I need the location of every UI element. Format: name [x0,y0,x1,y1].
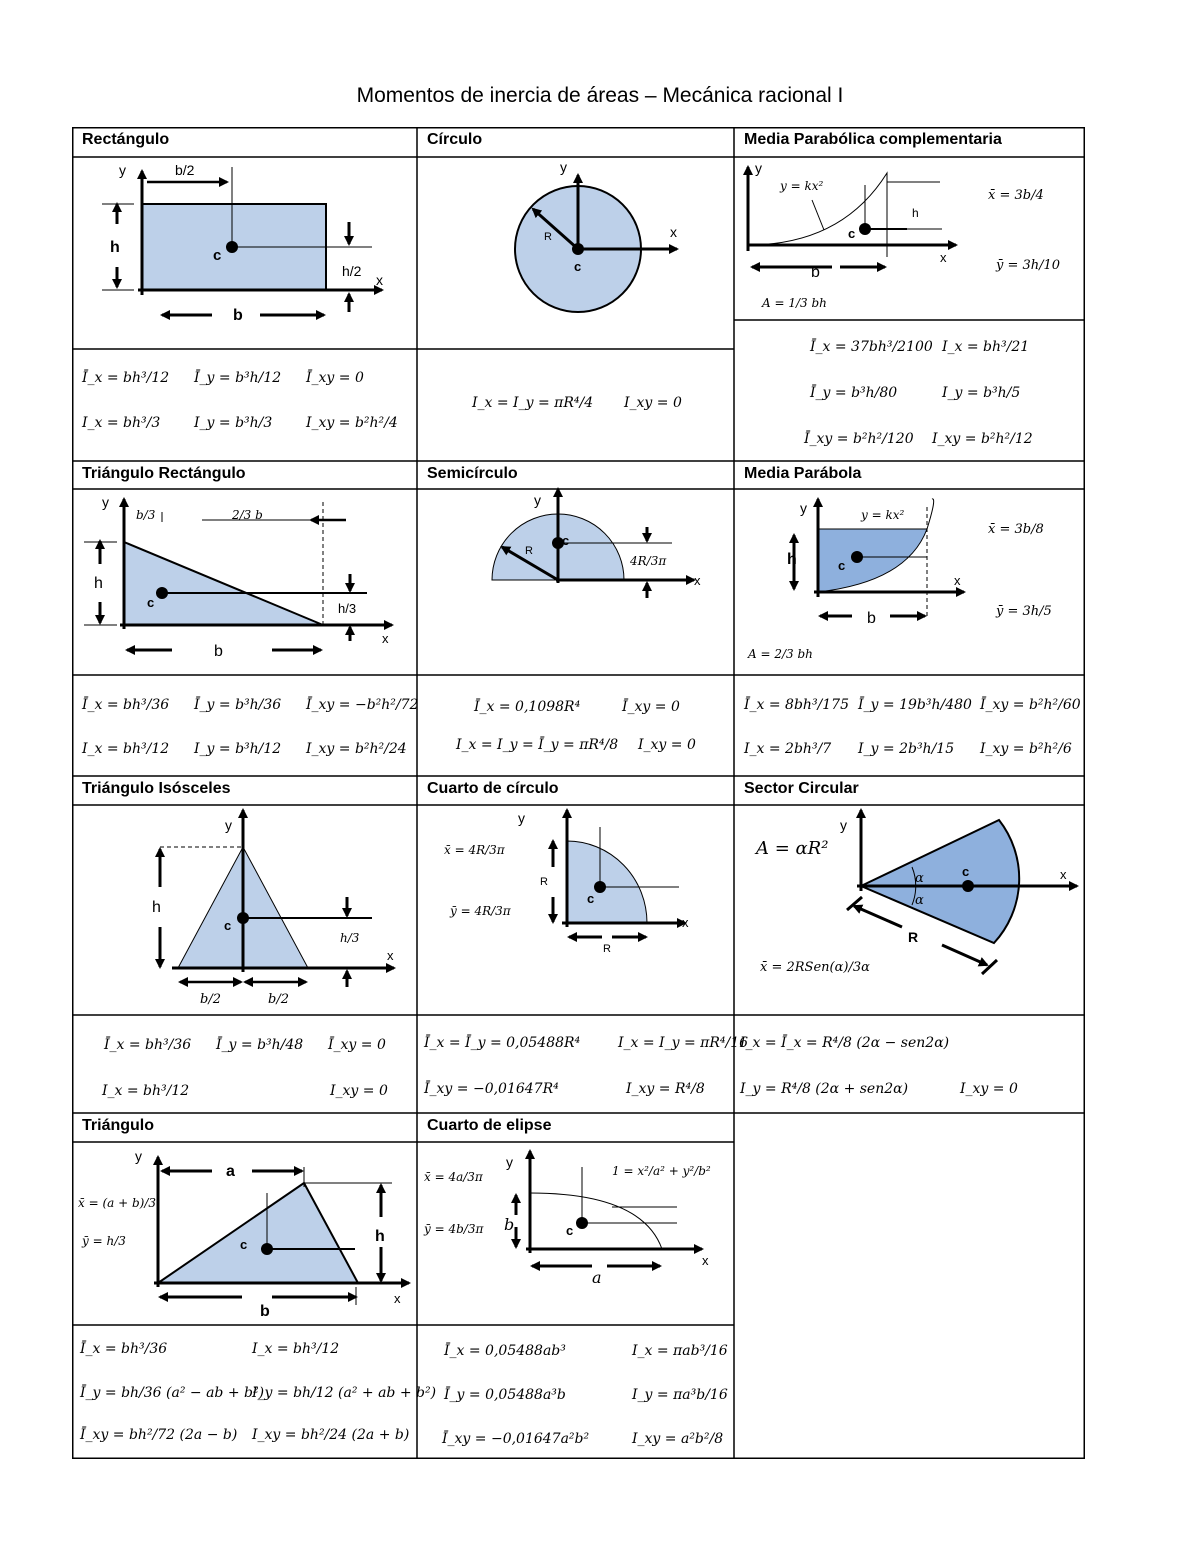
label-x: x [682,915,689,930]
formula-tri-ix: I_x = bh³/12 [252,1341,340,1357]
formula-trirect-iy: I_y = b³h/12 [194,741,282,757]
label-c: c [848,226,856,241]
formula-qc-ix-bar: Ī_x = Ī_y = 0,05488R⁴ [424,1035,581,1051]
formula-sc-ixy: I_xy = 0 [960,1081,1018,1097]
label-y: y [518,810,525,826]
formula-tri-iy-bar: Ī_y = bh/36 (a² − ab + b²) [80,1385,265,1401]
label-ybar: ȳ = 3h/5 [996,604,1052,619]
label-b2: b/2 [175,162,195,178]
label-b: b [504,1215,515,1234]
label-R2: R [603,943,611,955]
formula-iso-ixy-bar: Ī_xy = 0 [328,1037,386,1053]
label-y: y [755,160,762,176]
label-R: R [525,545,533,557]
label-y: y [840,817,847,833]
label-area: A = αR² [756,838,829,859]
label-area: A = 2/3 bh [748,647,813,661]
label-y: y [225,817,232,833]
formula-tri-ix-bar: Ī_x = bh³/36 [80,1341,168,1357]
formula-tri-ixy-bar: Ī_xy = bh²/72 (2a − b) [80,1427,238,1443]
formula-mp-ix: I_x = 2bh³/7 [744,741,832,757]
label-xbar: x̄ = 3b/4 [988,188,1044,203]
label-h: h [912,206,919,220]
fig-media-parabolica-comp [748,160,1060,310]
formula-semi-ix: I_x = I_y = Ī_y = πR⁴/8 [456,737,619,753]
label-h: h [94,575,103,592]
label-x: x [1060,867,1067,882]
formula-circ-ixy-eq: I_x = I_y = πR⁴/4 [472,395,594,411]
header-circulo: Círculo [427,131,483,148]
formula-trirect-ixy-bar: Ī_xy = −b²h²/72 [306,697,419,713]
formula-mp-iy: I_y = 2b³h/15 [858,741,955,757]
label-x: x [387,948,394,963]
label-y: y [560,159,567,175]
label-c: c [587,891,595,906]
label-h: h [110,239,120,256]
label-xbar: x̄ = 3b/8 [988,522,1044,537]
label-x: x [670,224,677,240]
formula-trirect-ixy: I_xy = b²h²/24 [306,741,407,757]
label-h: h [152,899,161,916]
label-R: R [908,929,919,945]
fig-cuarto-elipse [423,1151,711,1287]
label-c: c [224,918,232,933]
label-x: x [382,631,389,646]
fig-triangulo-isosceles [152,810,394,1007]
formula-semi-ix-bar: Ī_x = 0,1098R⁴ [474,699,581,715]
label-xbar: x̄ = 4R/3π [444,843,505,857]
fig-rectangulo [102,162,383,324]
label-b: b [867,610,876,627]
formula-trirect-iy-bar: Ī_y = b³h/36 [194,697,282,713]
label-x: x [940,250,947,265]
header-media-parabola: Media Parábola [744,465,862,482]
label-y: y [135,1148,142,1164]
formula-mpc-ix-bar: Ī_x = 37bh³/2100 [810,339,933,355]
formula-iso-iy-bar: Ī_y = b³h/48 [216,1037,304,1053]
formula-qe-ixy: I_xy = a²b²/8 [632,1431,724,1447]
label-y: y [102,494,109,510]
label-x: x [694,573,701,588]
fig-media-parabola [747,499,1052,661]
label-y: y [534,492,541,508]
label-c: c [213,247,222,264]
fig-triangulo [78,1148,409,1320]
formula-trirect-ix: I_x = bh³/12 [82,741,170,757]
label-h2: h/2 [342,263,362,279]
formula-tri-ixy: I_xy = bh²/24 (2a + b) [252,1427,410,1443]
formula-qc-ix: I_x = I_y = πR⁴/16 [618,1035,749,1051]
label-R1: R [540,876,548,888]
label-curve: y = kx² [861,508,905,522]
formula-table [72,127,1085,1459]
formula-qe-iy: I_y = πa³b/16 [632,1387,728,1403]
header-semicirculo: Semicírculo [427,465,518,482]
formula-mp-ixy-bar: Ī_xy = b²h²/60 [980,697,1081,713]
formula-semi-ixy-bar: Ī_xy = 0 [622,699,680,715]
label-b: b [233,307,243,324]
label-xbar: x̄ = 4a/3π [424,1170,483,1184]
formula-iso-ix: I_x = bh³/12 [102,1083,190,1099]
label-ybar: ȳ = h/3 [82,1234,126,1248]
label-R: R [544,231,552,243]
formula-rect-ix-bar: Ī_x = bh³/12 [82,370,170,386]
formula-mpc-ix: I_x = bh³/21 [942,339,1030,355]
label-y: y [800,500,807,516]
fig-cuarto-circulo [444,810,689,955]
label-d: 4R/3π [630,554,667,568]
label-curve: y = kx² [780,179,824,193]
label-c: c [574,259,582,274]
header-sector-circular: Sector Circular [744,780,859,797]
formula-qe-ix-bar: Ī_x = 0,05488ab³ [444,1343,566,1359]
fig-sector-circular [754,810,1077,975]
formula-trirect-ix-bar: Ī_x = bh³/36 [82,697,170,713]
header-triangulo-isosceles: Triángulo Isósceles [82,780,231,797]
label-y: y [506,1154,513,1170]
formula-iso-ix-bar: Ī_x = bh³/36 [104,1037,192,1053]
label-xbar: x̄ = (a + b)/3 [78,1196,157,1210]
formula-sc-ix: I_x = Ī_x = R⁴/8 (2α − sen2α) [740,1035,950,1051]
fig-circulo [515,159,677,312]
label-h3: h/3 [340,931,360,945]
figures [72,127,1085,1459]
label-c: c [838,558,846,573]
label-x: x [394,1291,401,1306]
header-cuarto-circulo: Cuarto de círculo [427,780,559,797]
label-a: a [592,1268,602,1287]
formula-circ-ixy: I_xy = 0 [624,395,682,411]
label-xbar: x̄ = 2RSen(α)/3α [760,960,870,975]
fig-semicirculo [492,489,701,598]
label-x: x [702,1253,709,1268]
formula-mpc-iy-bar: Ī_y = b³h/80 [810,385,898,401]
label-x: x [954,573,961,588]
label-2b3: 2/3 b [232,508,263,522]
formula-sc-iy: I_y = R⁴/8 (2α + sen2α) [740,1081,909,1097]
formula-rect-iy-bar: Ī_y = b³h/12 [194,370,282,386]
label-a2: α [915,893,924,908]
label-x: x [376,272,383,288]
label-b3: b/3 [136,508,156,522]
fig-triangulo-rectangulo [84,494,392,660]
header-cuarto-elipse: Cuarto de elipse [427,1117,552,1134]
label-c: c [566,1223,574,1238]
label-a: a [226,1163,235,1180]
label-c: c [240,1237,248,1252]
formula-tri-iy: I_y = bh/12 (a² + ab + b²) [252,1385,437,1401]
label-eq: 1 = x²/a² + y²/b² [612,1164,711,1178]
formula-mpc-ixy: I_xy = b²h²/12 [932,431,1033,447]
label-c: c [562,533,570,548]
label-c: c [147,595,155,610]
formula-rect-iy: I_y = b³h/3 [194,415,273,431]
formula-semi-ixy: I_xy = 0 [638,737,696,753]
label-c: c [962,864,970,879]
label-h: h [787,551,797,568]
header-media-parabolica-comp: Media Parabólica complementaria [744,131,1002,148]
label-b: b [260,1303,270,1320]
label-ybar: ȳ = 4b/3π [424,1222,484,1236]
formula-rect-ix: I_x = bh³/3 [82,415,161,431]
formula-qe-ixy-bar: Ī_xy = −0,01647a²b² [442,1431,590,1447]
formula-iso-ixy: I_xy = 0 [330,1083,388,1099]
label-b: b [811,264,820,281]
formula-qe-iy-bar: Ī_y = 0,05488a³b [444,1387,566,1403]
formula-rect-ixy: I_xy = b²h²/4 [306,415,398,431]
label-b2a: b/2 [200,992,221,1007]
formula-mp-iy-bar: Ī_y = 19b³h/480 [858,697,972,713]
label-a1: α [915,871,924,886]
formula-qe-ix: I_x = πab³/16 [632,1343,728,1359]
label-b: b [214,643,223,660]
formula-mpc-iy: I_y = b³h/5 [942,385,1021,401]
label-h: h [375,1228,385,1245]
label-area: A = 1/3 bh [762,296,827,310]
label-h3: h/3 [338,601,357,616]
label-b2b: b/2 [268,992,289,1007]
formula-qc-ixy: I_xy = R⁴/8 [626,1081,705,1097]
label-ybar: ȳ = 4R/3π [450,904,511,918]
header-rectangulo: Rectángulo [82,131,170,148]
formula-qc-ixy-bar: Ī_xy = −0,01647R⁴ [424,1081,559,1097]
formula-rect-ixy-bar: Ī_xy = 0 [306,370,364,386]
label-y: y [119,162,126,178]
formula-mp-ix-bar: Ī_x = 8bh³/175 [744,697,849,713]
formula-mpc-ixy-bar: Ī_xy = b²h²/120 [804,431,914,447]
header-triangulo-rectangulo: Triángulo Rectángulo [82,465,246,482]
page-title: Momentos de inercia de áreas – Mecánica racional I [356,84,844,107]
header-triangulo: Triángulo [82,1117,154,1134]
label-ybar: ȳ = 3h/10 [996,258,1061,273]
formula-mp-ixy: I_xy = b²h²/6 [980,741,1072,757]
